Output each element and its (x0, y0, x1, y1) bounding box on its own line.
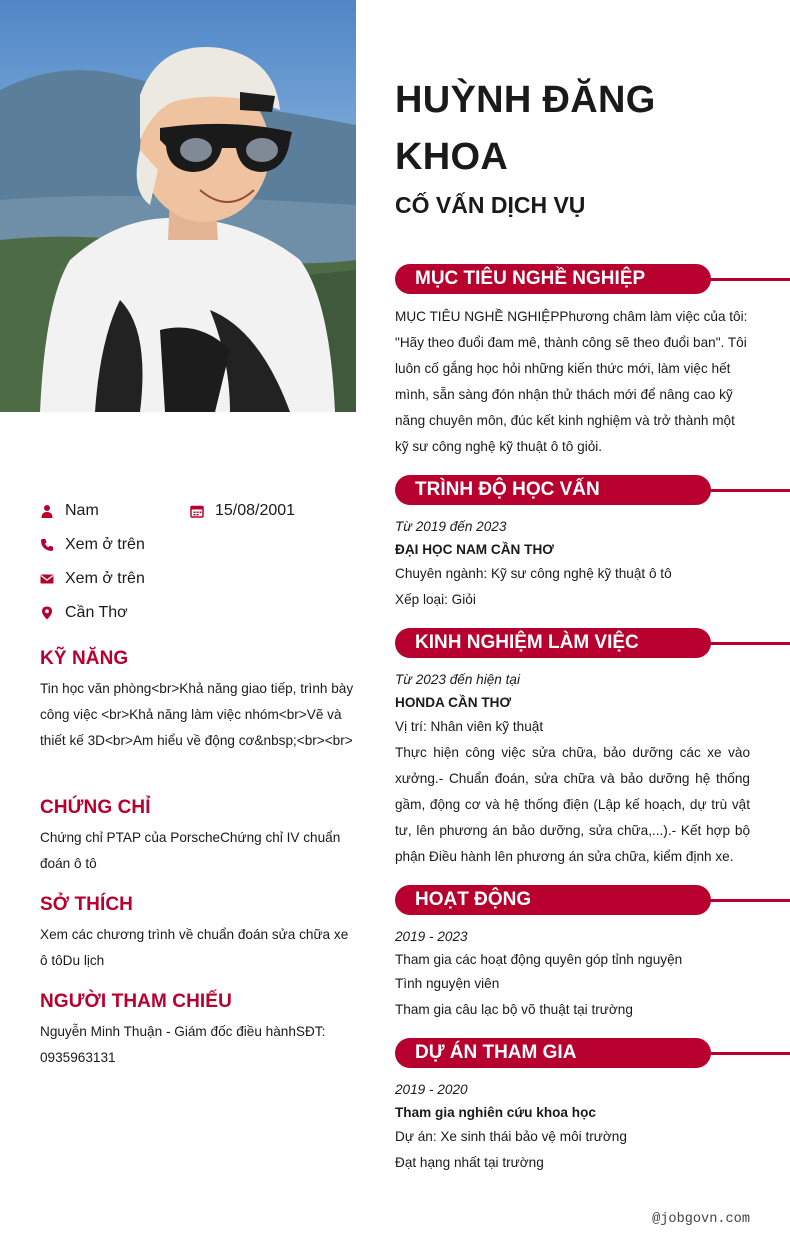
objective-text: MỤC TIÊU NGHỀ NGHIỆPPhương châm làm việc của tôi: "Hãy theo đuổi đam mê, thành công sẽ theo đuổi ban". Tôi luôn cố gắng học hỏi những kiến thức mới, làm việc hết mình, sẵn sàng đón nhận thử thách mới để nâng cao kỹ năng chuyên môn, đúc kết kinh nghiệm và trở thành một kỹ sư công nghệ kỹ thuật ô tô giỏi. (395, 309, 748, 454)
experience-description: Thực hiện công việc sửa chữa, bảo dưỡng các xe vào xưởng.- Chuẩn đoán, sửa chữa và bảo dưỡng hệ thống gầm, động cơ và hệ thống điện (Lập kế hoạch, dự trù vật tư, lên phương án bảo dưỡng, sửa chữa,...).- Kết hợp bộ phận Điều hành lên phương án sửa chữa, kiểm định xe. (395, 745, 750, 864)
education-date: Từ 2019 đến 2023 (395, 519, 507, 534)
phone-value: Xem ở trên (65, 536, 145, 553)
contact-row (40, 528, 340, 562)
candidate-name: HUỲNH ĐĂNG KHOA (395, 79, 656, 178)
section-text: Xem các chương trình về chuẩn đoán sửa chữa xe ô tôDu lịch (40, 927, 349, 968)
header-rule (705, 642, 790, 645)
person-icon (40, 504, 54, 518)
section-title: MỤC TIÊU NGHỀ NGHIỆP (395, 264, 711, 294)
header-rule (705, 1052, 790, 1055)
birthday-item (190, 502, 340, 520)
project-detail: Đạt hạng nhất tại trường (395, 1155, 544, 1170)
contact-row (40, 562, 340, 596)
section-title: TRÌNH ĐỘ HỌC VẤN (395, 475, 711, 505)
profile-photo (0, 0, 356, 412)
phone-item (40, 536, 198, 554)
section-header (395, 475, 750, 505)
projects-section (395, 1038, 750, 1176)
section-text: Chứng chỉ PTAP của PorscheChứng chỉ IV chuẩn đoán ô tô (40, 830, 341, 871)
references-section (40, 991, 356, 1071)
section-title: CHỨNG CHỈ (40, 797, 151, 818)
header-rule (705, 489, 790, 492)
project-name: Tham gia nghiên cứu khoa học (395, 1105, 596, 1120)
section-title: NGƯỜI THAM CHIẾU (40, 991, 232, 1012)
activity-item: Tham gia câu lạc bộ võ thuật tại trường (395, 1002, 633, 1017)
section-header (395, 264, 750, 294)
section-title: DỰ ÁN THAM GIA (395, 1038, 711, 1068)
address-item (40, 604, 198, 622)
phone-icon (40, 538, 54, 552)
contact-info (40, 494, 340, 630)
hobbies-section (40, 894, 356, 974)
email-item (40, 570, 198, 588)
contact-row (40, 596, 340, 630)
objective-section (395, 264, 750, 460)
section-title: KỸ NĂNG (40, 648, 129, 669)
birthday-value: 15/08/2001 (215, 502, 296, 519)
watermark: @jobgovn.com (652, 1212, 750, 1227)
experience-section (395, 628, 750, 870)
activities-section (395, 885, 750, 1023)
contact-row (40, 494, 340, 528)
education-grade: Xếp loại: Giỏi (395, 592, 476, 607)
envelope-icon (40, 572, 54, 586)
address-value: Cần Thơ (65, 604, 128, 621)
activity-item: Tình nguyện viên (395, 976, 500, 991)
education-major: Chuyên ngành: Kỹ sư công nghệ kỹ thuật ô tô (395, 566, 672, 581)
header-rule (705, 899, 790, 902)
certificates-section (40, 797, 356, 877)
section-text: Nguyễn Minh Thuận - Giám đốc điều hànhSĐT: 0935963131 (40, 1024, 326, 1065)
project-detail: Dự án: Xe sinh thái bảo vệ môi trường (395, 1129, 627, 1144)
gender-value: Nam (65, 502, 99, 519)
location-pin-icon (40, 606, 54, 620)
header-rule (705, 278, 790, 281)
education-section (395, 475, 750, 613)
section-header (395, 628, 750, 658)
section-title: KINH NGHIỆM LÀM VIỆC (395, 628, 711, 658)
section-header (395, 885, 750, 915)
right-column (356, 0, 790, 1241)
experience-position: Vị trí: Nhân viên kỹ thuật (395, 719, 544, 734)
left-column (0, 0, 356, 1241)
section-text: Tin học văn phòng<br>Khả năng giao tiếp, trình bày công việc <br>Khả năng làm việc nhóm<br>Vẽ và thiết kế 3D<br>Am hiểu về động cơ&nbsp;<br><br> (40, 681, 354, 748)
section-title: SỞ THÍCH (40, 894, 134, 915)
activity-item: Tham gia các hoạt động quyên góp tỉnh nguyện (395, 952, 683, 967)
education-school: ĐẠI HỌC NAM CẦN THƠ (395, 542, 554, 557)
calendar-icon (190, 504, 204, 518)
experience-company: HONDA CẦN THƠ (395, 695, 512, 710)
activities-date: 2019 - 2023 (395, 929, 468, 944)
experience-date: Từ 2023 đến hiện tại (395, 672, 521, 687)
email-value: Xem ở trên (65, 570, 145, 587)
candidate-role: CỐ VẤN DỊCH VỤ (395, 192, 586, 218)
skills-section (40, 648, 356, 754)
section-title: HOẠT ĐỘNG (395, 885, 711, 915)
gender-item (40, 502, 190, 520)
section-header (395, 1038, 750, 1068)
project-date: 2019 - 2020 (395, 1082, 468, 1097)
